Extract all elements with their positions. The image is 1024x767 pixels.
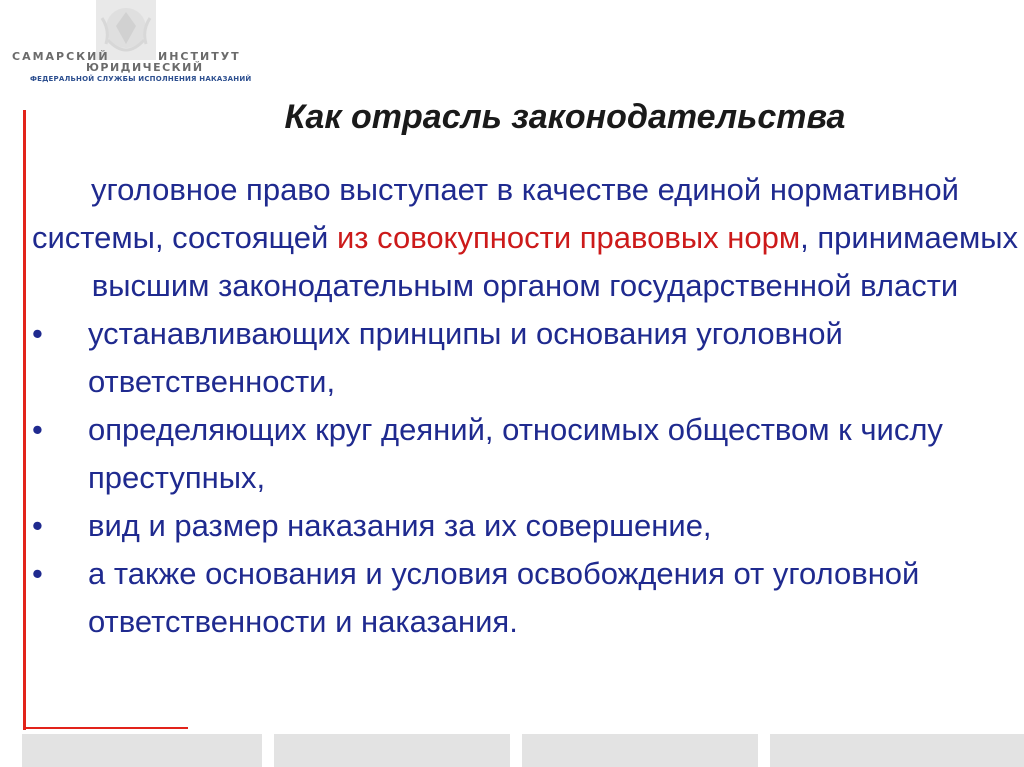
institute-logo <box>0 0 260 100</box>
bullet-marker: • <box>32 556 43 591</box>
bullet-marker: • <box>32 508 43 543</box>
institute-name-left: САМАРСКИЙ <box>12 50 110 63</box>
bullet-list <box>30 310 1020 646</box>
slide-body <box>30 166 1020 646</box>
bullet-text: а также основания и условия освобождения от уголовной ответственности и наказания. <box>88 556 920 639</box>
bullet-text: устанавливающих принципы и основания уголовной ответственности, <box>88 316 843 399</box>
list-item <box>30 406 1020 502</box>
intro-text-part1: уголовное право выступает в качестве единой нормативной системы, состоящей <box>31 172 959 255</box>
footer-decoration <box>22 734 1024 767</box>
bullet-text: вид и размер наказания за их совершение, <box>88 508 712 543</box>
intro-highlight: из совокупности правовых норм <box>336 220 801 255</box>
bullet-marker: • <box>32 412 43 447</box>
intro-paragraph <box>30 166 1020 310</box>
institute-name-middle: ЮРИДИЧЕСКИЙ <box>86 61 204 74</box>
list-item <box>30 310 1020 406</box>
bullet-marker: • <box>32 316 43 351</box>
institute-name-right: ИНСТИТУТ <box>158 50 241 63</box>
bottom-accent-line <box>23 727 188 729</box>
intro-text-part2: , принимаемых высшим законодательным органом государственной власти <box>91 220 1019 303</box>
bullet-text: определяющих круг деяний, относимых обществом к числу преступных, <box>88 412 943 495</box>
slide-title: Как отрасль законодательства <box>284 98 846 136</box>
left-accent-bar <box>23 110 26 730</box>
institute-subtitle: ФЕДЕРАЛЬНОЙ СЛУЖБЫ ИСПОЛНЕНИЯ НАКАЗАНИЙ <box>30 75 252 83</box>
list-item <box>30 550 1020 646</box>
list-item <box>30 502 1020 550</box>
